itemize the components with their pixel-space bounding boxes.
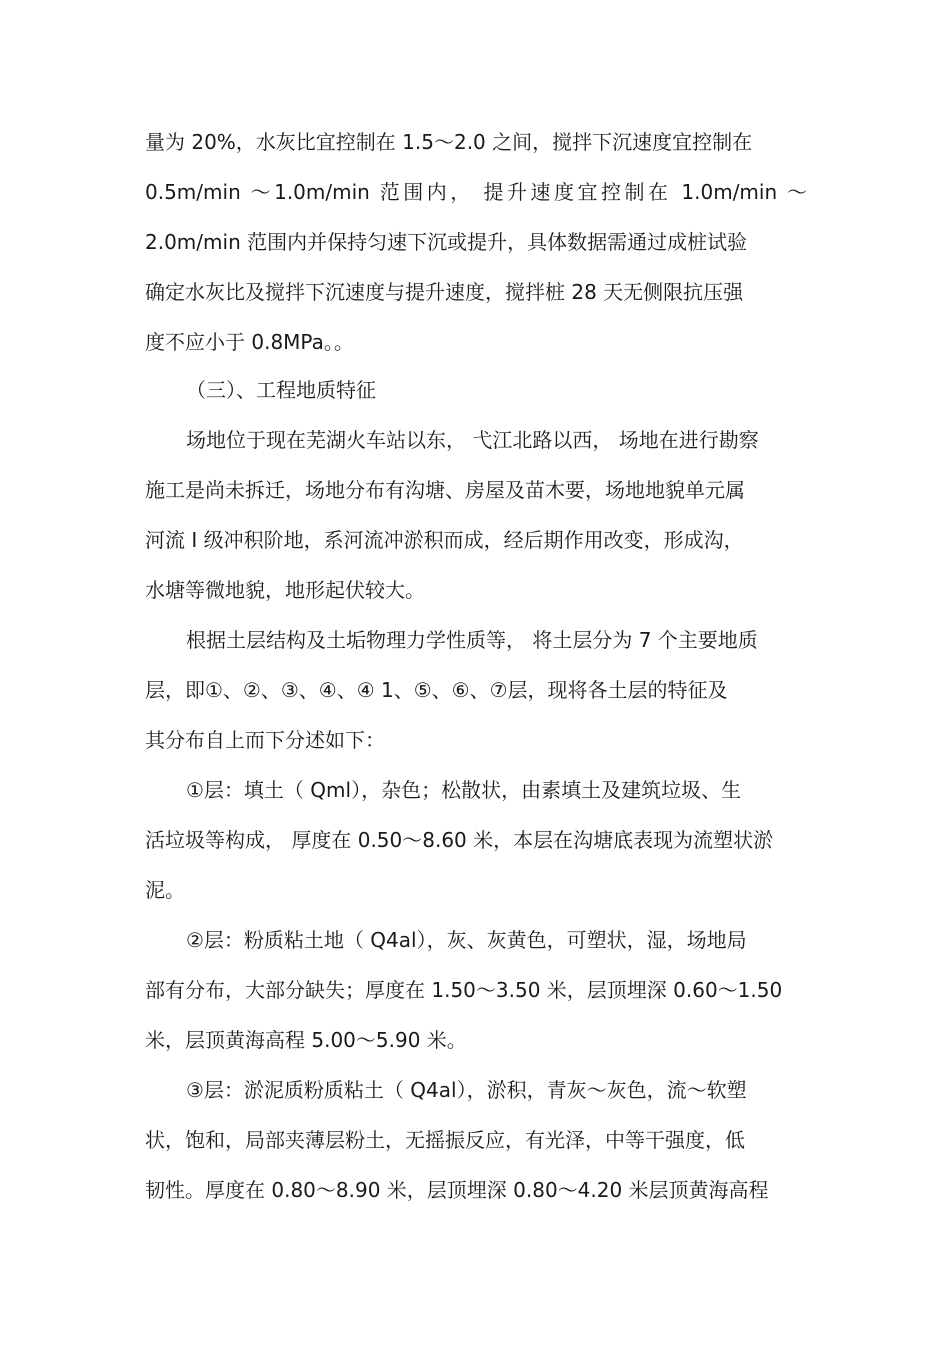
text-line-11: 根据土层结构及土垢物理力学性质等， 将土层分为 7 个主要地质 xyxy=(186,628,758,652)
text-line-7: 场地位于现在芜湖火车站以东， 弋江北路以西， 场地在进行勘察 xyxy=(186,428,759,452)
section-heading: （三）、工程地质特征 xyxy=(186,378,376,402)
text-line-4: 确定水灰比及搅拌下沉速度与提升速度，搅拌桩 28 天无侧限抗压强 xyxy=(145,280,744,304)
text-line-14: ①层：填土（ Qml），杂色；松散状，由素填土及建筑垃圾、生 xyxy=(186,778,742,802)
text-line-13: 其分布自上而下分述如下： xyxy=(145,728,385,752)
text-line-2: 0.5m/min ～1.0m/min 范围内， 提升速度宜控制在 1.0m/min ～ xyxy=(145,180,807,204)
text-line-1: 量为 20%，水灰比宜控制在 1.5～2.0 之间，搅拌下沉速度宜控制在 xyxy=(145,130,753,154)
text-line-8: 施工是尚未拆迁，场地分布有沟塘、房屋及苗木要，场地地貌单元属 xyxy=(145,478,745,502)
text-line-12: 层，即①、②、③、④、④ 1、⑤、⑥、⑦层，现将各土层的特征及 xyxy=(145,678,728,702)
text-line-17: ②层：粉质粘土地（ Q4al），灰、灰黄色，可塑状，湿，场地局 xyxy=(186,928,747,952)
text-line-5: 度不应小于 0.8MPa。。 xyxy=(145,330,354,354)
text-line-22: 韧性。厚度在 0.80～8.90 米，层顶埋深 0.80～4.20 米层顶黄海高程 xyxy=(145,1178,769,1202)
text-line-19: 米，层顶黄海高程 5.00～5.90 米。 xyxy=(145,1028,467,1052)
text-line-3: 2.0m/min 范围内并保持匀速下沉或提升，具体数据需通过成桩试验 xyxy=(145,230,748,254)
text-line-20: ③层：淤泥质粉质粘土（ Q4al），淤积，青灰～灰色，流～软塑 xyxy=(186,1078,747,1102)
text-line-15: 活垃圾等构成， 厚度在 0.50～8.60 米，本层在沟塘底表现为流塑状淤 xyxy=(145,828,774,852)
text-line-16: 泥。 xyxy=(145,878,185,902)
text-line-9: 河流 I 级冲积阶地，系河流冲淤积而成，经后期作用改变，形成沟， xyxy=(145,528,744,552)
text-line-10: 水塘等微地貌，地形起伏较大。 xyxy=(145,578,425,602)
text-line-18: 部有分布，大部分缺失；厚度在 1.50～3.50 米，层顶埋深 0.60～1.50 xyxy=(145,978,783,1002)
text-line-21: 状，饱和，局部夹薄层粉土，无摇振反应，有光泽，中等干强度，低 xyxy=(145,1128,745,1152)
